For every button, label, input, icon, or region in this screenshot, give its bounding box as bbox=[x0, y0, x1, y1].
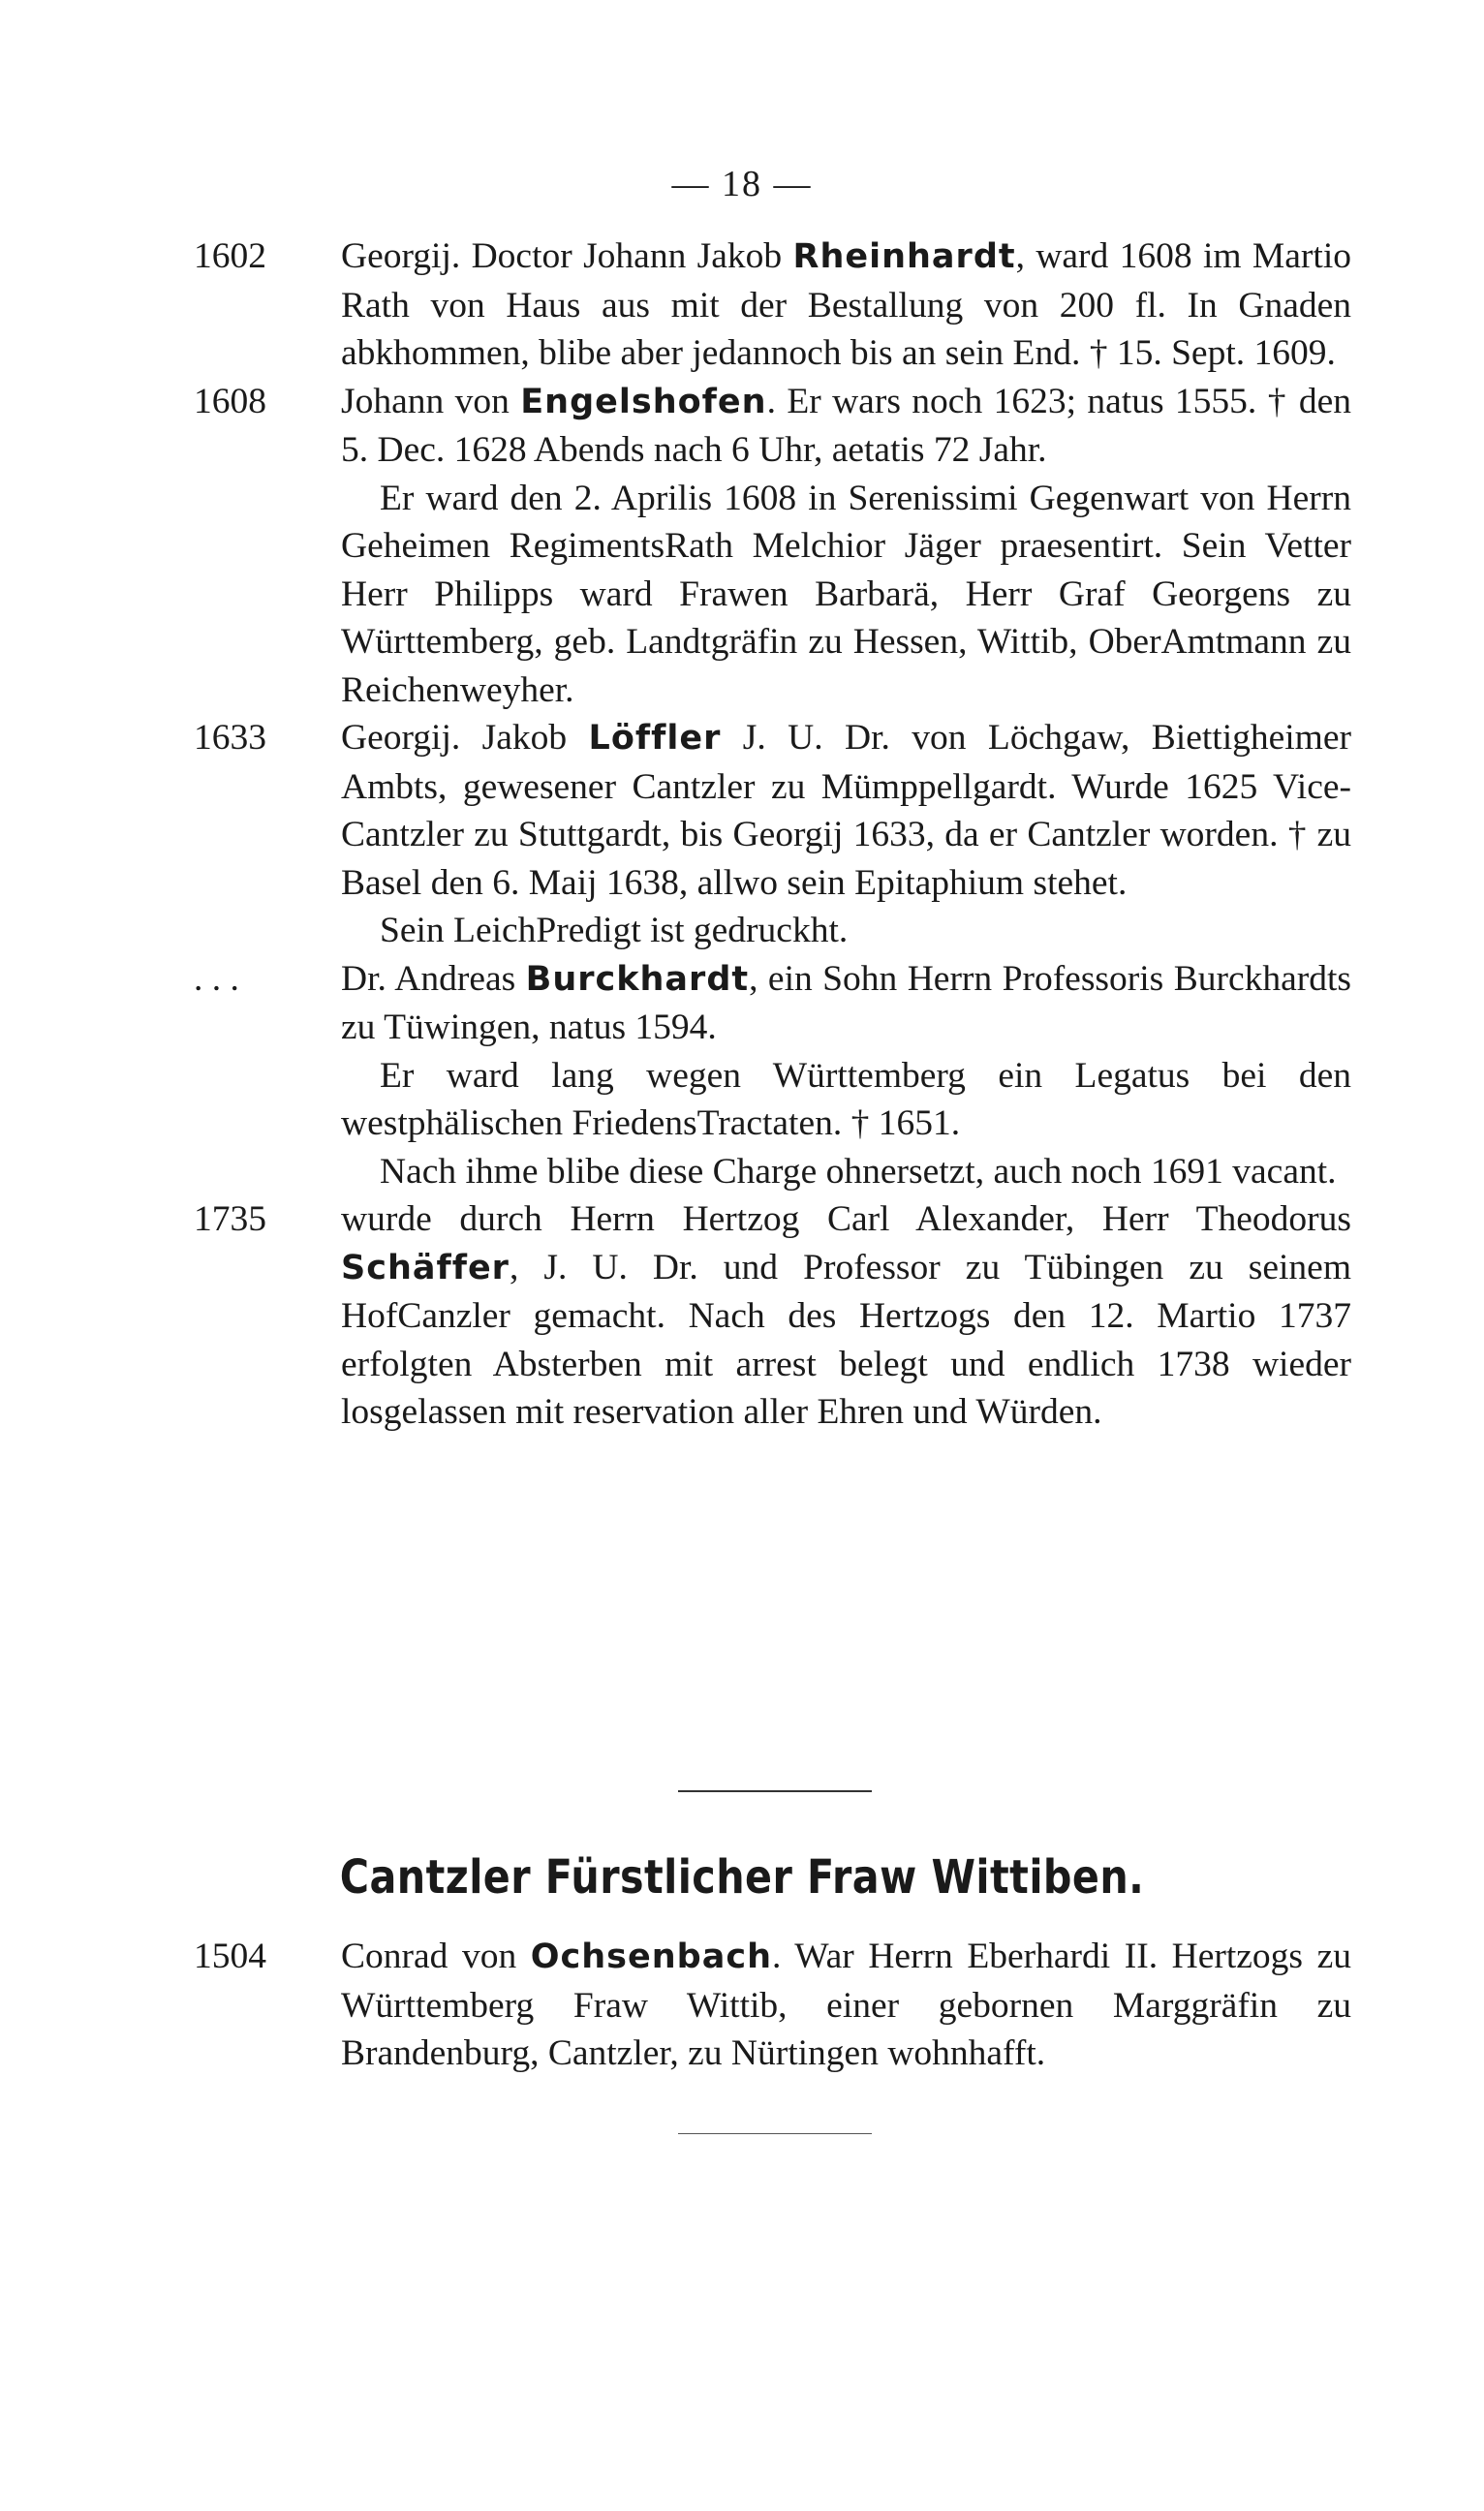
widow-chancellor-entries bbox=[194, 1933, 1351, 2078]
end-divider bbox=[678, 2133, 872, 2134]
entry-burckhardt bbox=[194, 955, 1351, 1196]
entry-rheinhardt bbox=[194, 232, 1351, 378]
entry-ochsenbach bbox=[194, 1933, 1351, 2078]
entry-schaeffer bbox=[194, 1195, 1351, 1437]
entry-text: Georgij. Doctor Johann Jakob Rheinhardt, ward 1608 im Martio Rath von Haus aus mit der Bestallung von 200 fl. In Gnaden abkhommen, blibe aber jedannoch bis an sein End. † 15. Sept. 1609. bbox=[341, 236, 1351, 373]
page-number: — 18 — bbox=[671, 164, 813, 204]
entry-note: Er ward lang wegen Württemberg ein Legatus bei den westphälischen FriedensTractaten. † 1651. bbox=[341, 1055, 1351, 1143]
entry-year: 1602 bbox=[194, 236, 266, 276]
entry-note: Er ward den 2. Aprilis 1608 in Serenissimi Gegenwart von Herrn Geheimen RegimentsRath Melchior Jäger praesentirt. Sein Vetter Herr Philipps ward Frawen Barbarä, Herr Graf Georgens zu Württemberg, geb. Landtgräfin zu Hessen, Wittib, OberAmtmann zu Reichenweyher. bbox=[341, 478, 1351, 710]
entry-loeffler bbox=[194, 714, 1351, 955]
person-name: Burckhardt bbox=[525, 959, 750, 999]
entry-text: Dr. Andreas Burckhardt, ein Sohn Herrn Professoris Burckhardts zu Tüwingen, natus 1594. bbox=[341, 958, 1351, 1047]
person-name: Schäffer bbox=[341, 1248, 510, 1287]
entry-year: 1504 bbox=[194, 1937, 266, 1976]
entry-text: Conrad von Ochsenbach. War Herrn Eberhardi II. Hertzogs zu Württemberg Fraw Wittib, einer gebornen Marggräfin zu Brandenburg, Cantzler, zu Nürtingen wohnhafft. bbox=[341, 1937, 1351, 2073]
entry-note: Sein LeichPredigt ist gedruckht. bbox=[380, 911, 849, 950]
person-name: Rheinhardt bbox=[792, 237, 1016, 276]
entry-note: Nach ihme blibe diese Charge ohnersetzt, auch noch 1691 vacant. bbox=[380, 1151, 1337, 1192]
entry-year: 1735 bbox=[194, 1199, 266, 1239]
entry-engelshofen bbox=[194, 378, 1351, 715]
entry-year: 1608 bbox=[194, 381, 266, 421]
entry-text: Georgij. Jakob Löffler J. U. Dr. von Löchgaw, Biettigheimer Ambts, gewesener Cantzler zu Mümppellgardt. Wurde 1625 Vice-Cantzler zu Stuttgardt, bis Georgij 1633, da er Cantzler worden. † zu Basel den 6. Maij 1638, allwo sein Epitaphium stehet. bbox=[341, 718, 1351, 903]
section-divider bbox=[678, 1790, 872, 1792]
section-heading: Cantzler Fürstlicher Fraw Wittiben. bbox=[339, 1850, 1145, 1905]
entry-text: wurde durch Herrn Hertzog Carl Alexander, Herr Theodorus Schäffer, J. U. Dr. und Professor zu Tübingen zu seinem HofCanzler gemacht. Nach des Hertzogs den 12. Martio 1737 erfolgten Absterben mit arrest belegt und endlich 1738 wieder losgelassen mit reservation aller Ehren und Würden. bbox=[341, 1199, 1351, 1432]
entry-text: Johann von Engelshofen. Er wars noch 1623; natus 1555. † den 5. Dec. 1628 Abends nach 6 Uhr, aetatis 72 Jahr. bbox=[341, 381, 1351, 470]
person-name: Löffler bbox=[588, 719, 722, 758]
entry-year: . . . bbox=[194, 958, 239, 999]
chancellor-entries bbox=[194, 232, 1351, 1437]
person-name: Ochsenbach bbox=[530, 1938, 773, 1976]
person-name: Engelshofen bbox=[520, 382, 767, 421]
entry-year: 1633 bbox=[194, 718, 266, 758]
